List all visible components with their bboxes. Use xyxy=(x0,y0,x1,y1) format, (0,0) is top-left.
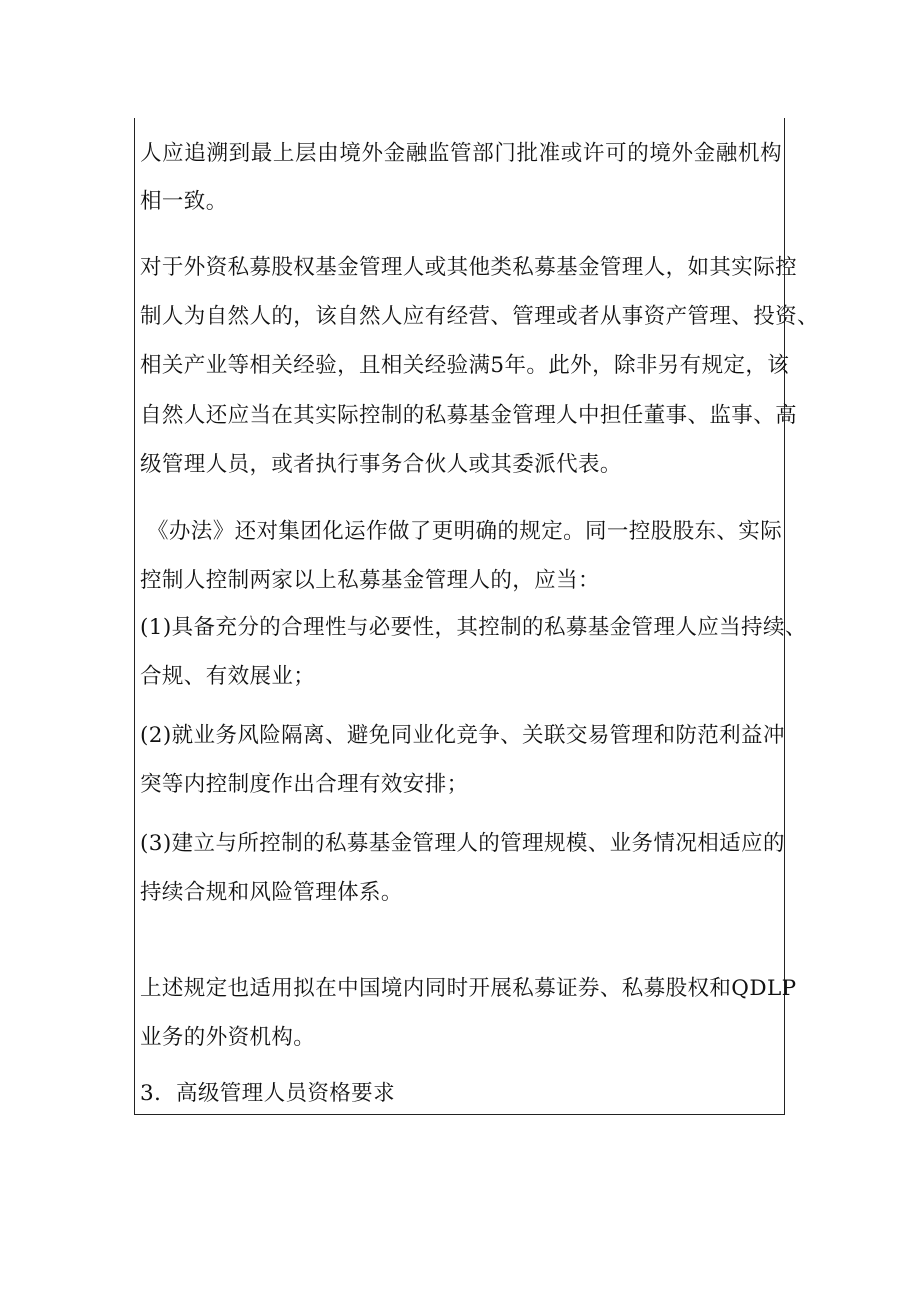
paragraph-line: 上述规定也适用拟在中国境内同时开展私募证券、私募股权和QDLP xyxy=(140,976,797,1001)
list-item-line: 合规、有效展业； xyxy=(140,664,316,689)
list-item-line: 突等内控制度作出合理有效安排； xyxy=(140,772,469,797)
paragraph-line: 对于外资私募股权基金管理人或其他类私募基金管理人，如其实际控 xyxy=(140,255,798,280)
section-heading: 3．高级管理人员资格要求 xyxy=(140,1081,395,1106)
list-item-line: 持续合规和风险管理体系。 xyxy=(140,880,403,905)
paragraph-line: 控制人控制两家以上私募基金管理人的，应当： xyxy=(140,568,600,593)
list-item-line: (2)就业务风险隔离、避免同业化竞争、关联交易管理和防范利益冲 xyxy=(140,723,785,748)
paragraph-line: 《办法》还对集团化运作做了更明确的规定。同一控股股东、实际 xyxy=(147,519,783,544)
paragraph-line: 相一致。 xyxy=(140,189,228,214)
paragraph-line: 自然人还应当在其实际控制的私募基金管理人中担任董事、监事、高 xyxy=(140,403,798,428)
paragraph-line: 人应追溯到最上层由境外金融监管部门批准或许可的境外金融机构 xyxy=(140,141,782,166)
list-item-line: (3)建立与所控制的私募基金管理人的管理规模、业务情况相适应的 xyxy=(140,831,785,856)
paragraph-line: 业务的外资机构。 xyxy=(140,1025,316,1050)
list-item-line: (1)具备充分的合理性与必要性，其控制的私募基金管理人应当持续、 xyxy=(140,615,807,640)
paragraph-line: 相关产业等相关经验，且相关经验满5年。此外，除非另有规定，该 xyxy=(140,353,790,378)
paragraph-line: 制人为自然人的，该自然人应有经营、管理或者从事资产管理、投资、 xyxy=(140,304,819,329)
paragraph-line: 级管理人员，或者执行事务合伙人或其委派代表。 xyxy=(140,452,622,477)
